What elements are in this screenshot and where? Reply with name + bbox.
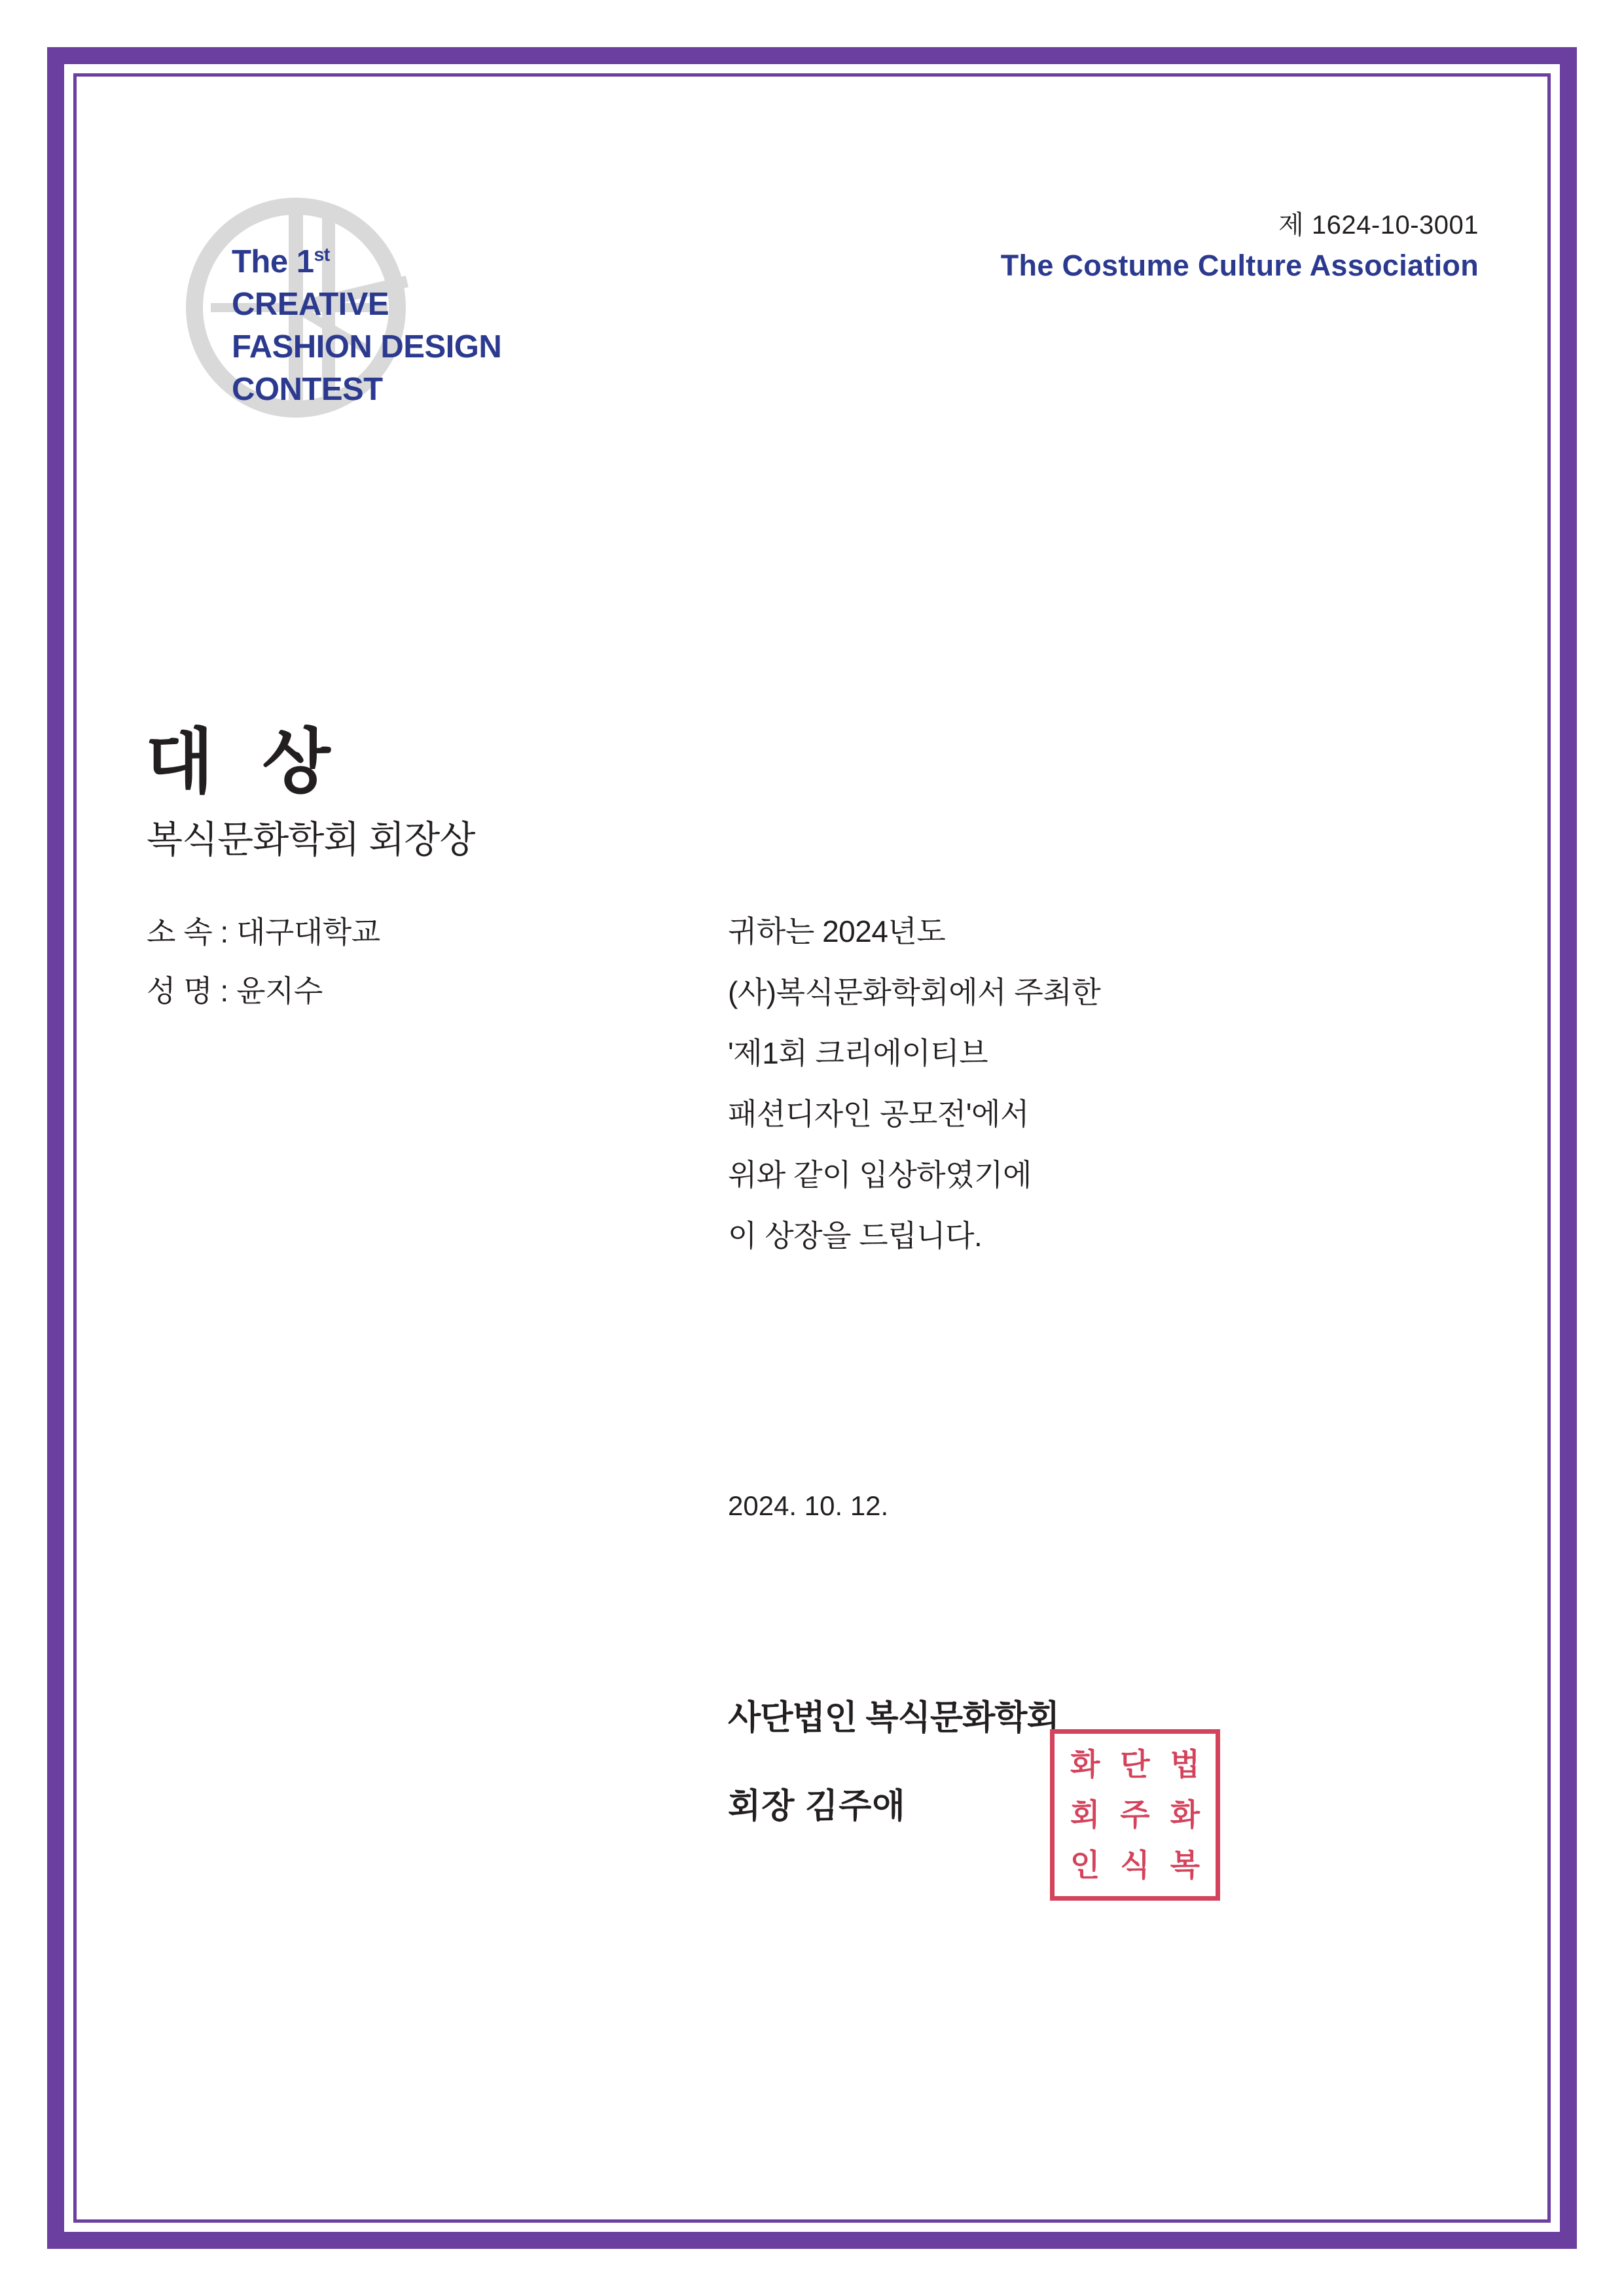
seal-glyph: 복 bbox=[1170, 1847, 1200, 1884]
logo-line4: CONTEST bbox=[232, 372, 383, 408]
signature-organization: 사단법인 복식문화학회 bbox=[728, 1699, 1059, 1737]
seal-glyph: 주 bbox=[1120, 1797, 1150, 1833]
seal-glyph: 인 bbox=[1070, 1847, 1100, 1884]
seal-glyph: 법 bbox=[1170, 1746, 1200, 1783]
contest-logo bbox=[171, 183, 669, 458]
logo-line1-superscript: st bbox=[314, 244, 330, 266]
body-line-3: '제1회 크리에이티브 bbox=[728, 1035, 988, 1070]
certificate-content bbox=[73, 73, 1551, 2223]
award-title: 대 상 bbox=[145, 722, 345, 801]
body-line-4: 패션디자인 공모전'에서 bbox=[728, 1096, 1029, 1131]
signature-person: 회장 김주애 bbox=[728, 1787, 906, 1825]
award-body-text bbox=[728, 901, 1415, 1266]
recipient-block bbox=[147, 903, 380, 1020]
seal-glyph: 식 bbox=[1120, 1847, 1150, 1884]
body-line-1: 귀하는 2024년도 bbox=[728, 914, 946, 948]
body-line-6: 이 상장을 드립니다. bbox=[728, 1218, 983, 1253]
body-line-2: (사)복식문화학회에서 주최한 bbox=[728, 975, 1101, 1009]
seal-glyph: 화 bbox=[1070, 1746, 1100, 1783]
association-name-english: The Costume Culture Association bbox=[1000, 249, 1479, 282]
logo-line1-prefix: The 1 bbox=[232, 244, 314, 279]
logo-line2: CREATIVE bbox=[232, 287, 389, 323]
serial-number: 제 1624-10-3001 bbox=[1278, 211, 1479, 240]
seal-glyph: 화 bbox=[1170, 1797, 1200, 1833]
body-line-5: 위와 같이 입상하였기에 bbox=[728, 1157, 1032, 1192]
logo-line3: FASHION DESIGN bbox=[232, 329, 502, 365]
award-date: 2024. 10. 12. bbox=[728, 1490, 889, 1521]
contest-logo-text bbox=[232, 241, 501, 412]
seal-glyph: 단 bbox=[1120, 1746, 1150, 1783]
official-seal-stamp bbox=[1050, 1729, 1220, 1901]
recipient-name: 성 명 : 윤지수 bbox=[147, 973, 323, 1008]
award-subtitle: 복식문화학회 회장상 bbox=[147, 819, 475, 861]
seal-glyph: 회 bbox=[1070, 1797, 1100, 1833]
seal-glyph-grid bbox=[1062, 1741, 1208, 1889]
recipient-affiliation: 소 속 : 대구대학교 bbox=[147, 915, 380, 949]
